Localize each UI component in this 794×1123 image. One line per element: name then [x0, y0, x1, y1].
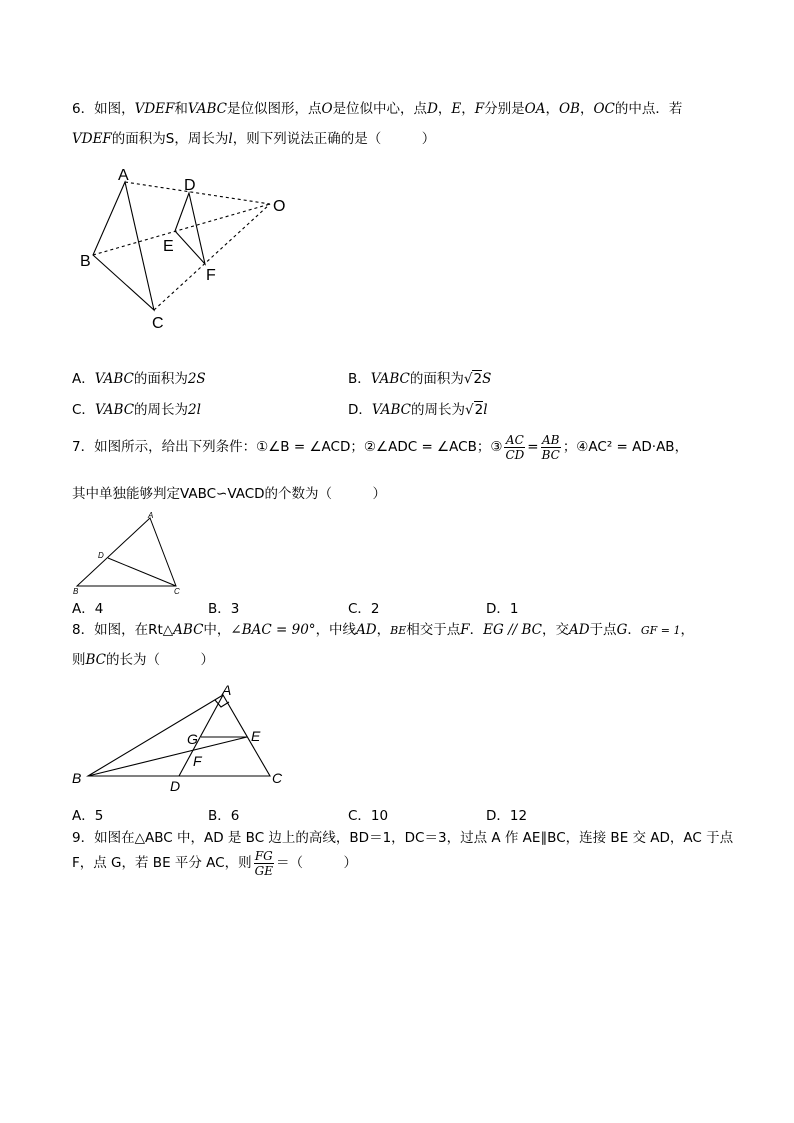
q6-dashed-rays: [93, 182, 270, 310]
q7-line1: 7．如图所示，给出下列条件：①∠B = ∠ACD；②∠ADC = ∠ACB；③ $\frac{AC}{CD}$ = $\frac{AB}{BC}$ ；④AC² = AD·AB，: [72, 432, 689, 462]
q8-option-d[interactable]: D．12: [486, 808, 528, 824]
q7-label-a: A: [148, 511, 154, 520]
q6-triangle-def: [175, 193, 205, 264]
q8-label-e: E: [251, 728, 261, 744]
q7-option-c[interactable]: C．2: [348, 601, 380, 617]
q8-option-a[interactable]: A．5: [72, 808, 104, 824]
q6-number: 6．: [72, 101, 95, 117]
q9-line2: F，点 G，若 BE 平分 AC，则 $\frac{FG}{GE}$ ＝（ ）: [72, 848, 357, 878]
q8-label-c: C: [272, 770, 283, 786]
q6-label-f: F: [206, 267, 216, 284]
q7-condition-4: ；④AC² = AD·AB，: [562, 439, 689, 455]
q7-segment-dc: [108, 558, 176, 586]
q7-option-a[interactable]: A．4: [72, 601, 104, 617]
q8-option-c[interactable]: C．10: [348, 808, 389, 824]
q8-line1: 8．如图，在Rt△ABC中，∠BAC = 90°，中线AD，BE相交于点F．EG // BC，交AD于点G．GF = 1，: [72, 622, 694, 638]
q8-label-d: D: [170, 778, 181, 794]
q6-line1: 6．如图，VDEF和VABC是位似图形，点O是位似中心，点D，E，F分别是OA，OB，OC的中点．若: [72, 101, 683, 117]
q7-number: 7．: [72, 439, 95, 455]
q7-label-b: B: [73, 587, 79, 596]
q8-line2: 则BC的长为（ ）: [72, 652, 215, 668]
q8-label-f: F: [193, 753, 202, 769]
q6-label-c: C: [152, 315, 164, 332]
q8-median-be: [88, 737, 247, 776]
q9-number: 9．: [72, 830, 95, 846]
q7-condition-2: ②∠ADC = ∠ACB；: [363, 439, 491, 455]
q9-fraction-fg-ge: $\frac{FG}{GE}$: [254, 848, 273, 878]
q7-option-b[interactable]: B．3: [208, 601, 240, 617]
q6-figure: [72, 160, 302, 335]
q6-label-b: B: [80, 253, 91, 270]
q8-option-b[interactable]: B．6: [208, 808, 240, 824]
q8-label-b: B: [72, 770, 82, 786]
q7-line2: 其中单独能够判定VABC∽VACD的个数为（ ）: [72, 486, 387, 502]
q9-line1: 9．如图在△ABC 中，AD 是 BC 边上的高线，BD＝1，DC＝3，过点 A 作 AE∥BC，连接 BE 交 AD，AC 于点: [72, 830, 734, 846]
q6-line2: VDEF的面积为S，周长为l，则下列说法正确的是（ ）: [72, 131, 436, 147]
sqrt-sign: √2: [465, 402, 484, 418]
q6-option-c[interactable]: C．VABC的周长为2l: [72, 402, 201, 418]
q6-label-d: D: [184, 177, 196, 194]
q7-option-d[interactable]: D．1: [486, 601, 519, 617]
sqrt-sign: √2: [463, 371, 483, 387]
q6-option-d[interactable]: D．VABC的周长为√2l: [348, 402, 488, 418]
q7-label-d: D: [98, 551, 104, 560]
q8-number: 8．: [72, 622, 95, 638]
q7-label-c: C: [174, 587, 180, 596]
q8-label-a: A: [222, 683, 232, 698]
q7-condition-1: ①∠B = ∠ACD；: [256, 439, 364, 455]
q7-fraction-ac-cd: $\frac{AC}{CD}$: [505, 432, 525, 462]
q6-label-e: E: [163, 238, 174, 255]
q6-label-a: A: [118, 167, 129, 184]
q8-triangle-abc: [88, 695, 270, 776]
q6-option-b[interactable]: B．VABC的面积为√2S: [348, 371, 492, 387]
q6-option-a[interactable]: A．VABC的面积为2S: [72, 371, 206, 387]
q8-figure: [72, 683, 292, 795]
q6-label-o: O: [273, 198, 286, 215]
q8-label-g: G: [187, 731, 198, 747]
q7-figure: [72, 510, 192, 596]
q7-triangle-abc: [77, 518, 176, 586]
q7-fraction-ab-bc: $\frac{AB}{BC}$: [541, 432, 560, 462]
